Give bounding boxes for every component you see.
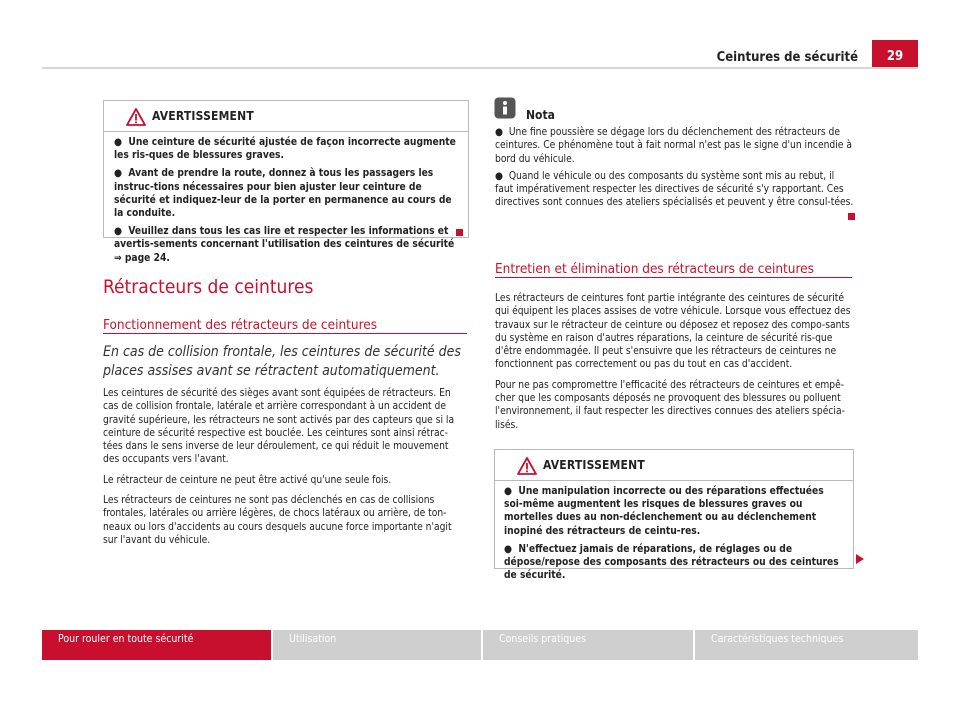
warning-title: AVERTISSEMENT xyxy=(152,109,254,123)
warning-box-seatbelt xyxy=(103,100,469,264)
nota-bullet: ● Quand le véhicule ou des composants du système sont mis au rebut, il faut impérativement respecter les directives de sécurité s'y rapportant. Ces directives sont connues des ateliers spécialisés et peuvent y être consul-tées. xyxy=(495,170,854,209)
page-header-title: Ceintures de sécurité xyxy=(716,50,858,65)
warning-box-header xyxy=(104,101,468,132)
section-title: Rétracteurs de ceintures xyxy=(103,276,314,298)
warning-box-header xyxy=(495,450,853,481)
warning-bullet: ● Une ceinture de sécurité ajustée de façon incorrecte augmente les ris-ques de blessures graves. xyxy=(114,137,456,162)
continue-arrow-icon[interactable] xyxy=(855,550,865,569)
section-rule xyxy=(495,277,852,278)
nota-bullet: ● Une fine poussière se dégage lors du déclenchement des rétracteurs de ceintures. Ce phénomène tout à fait normal n'est pas le signe d'un incendie à bord du véhicule. xyxy=(495,127,852,165)
paragraph: Les ceintures de sécurité des sièges avant sont équipées de rétracteurs. En cas de collision frontale, latérale et arrière correspondant à un accident de gravité supérieure, les rétracteurs ne sont activés par des capteurs que si la ceinture de sécurité respective est bouclée. Les ceintures sont ainsi rétrac-tées dans le sens inverse de leur déroulement, ce qui réduit le mouvement des occupants vers l'avant. xyxy=(103,388,455,466)
tab-caracteristiques-techniques[interactable]: Caractéristiques techniques xyxy=(695,630,918,660)
end-of-section-marker xyxy=(456,229,463,236)
tab-pour-rouler[interactable]: Pour rouler en toute sécurité xyxy=(42,630,271,660)
paragraph: Les rétracteurs de ceintures font partie intégrante des ceintures de sécurité qui équipent les places assises de votre véhicule. Lorsque vous effectuez des travaux sur le rétracteur de ceinture ou déposez et reposez des compo-sants du système en raison d'autres réparations, la ceinture de sécurité ris-que d'être endommagée. Il peut s'ensuivre que les rétracteurs de ceintures ne fonctionnent pas correctement ou pas du tout en cas d'accident. xyxy=(495,293,851,371)
warning-title: AVERTISSEMENT xyxy=(543,458,645,472)
warning-box-retractor xyxy=(494,449,854,582)
lead-text: En cas de collision frontale, les ceintures de sécurité des places assises avant se rétractent automatiquement. xyxy=(103,344,461,379)
body-text-right xyxy=(495,292,852,439)
end-of-section-marker xyxy=(848,213,855,220)
info-icon xyxy=(494,97,516,119)
warning-bullet: ● Veuillez dans tous les cas lire et respecter les informations et avertis-sements concernant l'utilisation des ceintures de sécurité ⇒ page 24. xyxy=(114,226,455,264)
tab-utilisation[interactable]: Utilisation xyxy=(273,630,481,660)
warning-bullet: ● Une manipulation incorrecte ou des réparations effectuées soi-même augmentent les risques de blessures graves ou mortelles dues au non-déclenchement ou au déclenchement inopiné des rétracteurs de ceintu-res. xyxy=(504,486,824,537)
section-title-right: Entretien et élimination des rétracteurs de ceintures xyxy=(495,261,814,277)
warning-bullet: ● Avant de prendre la route, donnez à tous les passagers les instruc-tions nécessaires pour bien ajuster leur ceinture de sécurité et indiquez-leur de la porter en permanence au cours de la conduite. xyxy=(114,168,452,220)
warning-triangle-icon xyxy=(126,108,146,130)
nota-title: Nota xyxy=(526,108,555,122)
header-rule xyxy=(42,67,918,69)
page-number: 29 xyxy=(872,40,918,68)
warning-bullet: ● N'effectuez jamais de réparations, de réglages ou de dépose/repose des composants des rétracteurs ou des ceintures de sécurité. xyxy=(504,543,839,582)
paragraph: Le rétracteur de ceinture ne peut être activé qu'une seule fois. xyxy=(103,474,392,486)
subsection-rule xyxy=(103,333,467,334)
warning-triangle-icon xyxy=(517,457,537,479)
body-text-left xyxy=(103,387,467,554)
paragraph: Les rétracteurs de ceintures ne sont pas déclenchés en cas de collisions frontales, latérales ou arrière légères, de chocs latéraux ou arrière, de ton-neaux ou lors d'accidents au cours desquels aucune force importante n'agit sur l'avant du véhicule. xyxy=(103,495,452,546)
tab-conseils-pratiques[interactable]: Conseils pratiques xyxy=(483,630,693,660)
paragraph: Pour ne pas compromettre l'efficacité des rétracteurs de ceintures et empê-cher que les composants déposés ne provoquent des blessures ou polluent l'environnement, il faut respecter les directives connues des ateliers spécia-lisés. xyxy=(495,379,845,431)
nota-body xyxy=(495,126,855,217)
subsection-title: Fonctionnement des rétracteurs de ceintures xyxy=(103,317,378,333)
